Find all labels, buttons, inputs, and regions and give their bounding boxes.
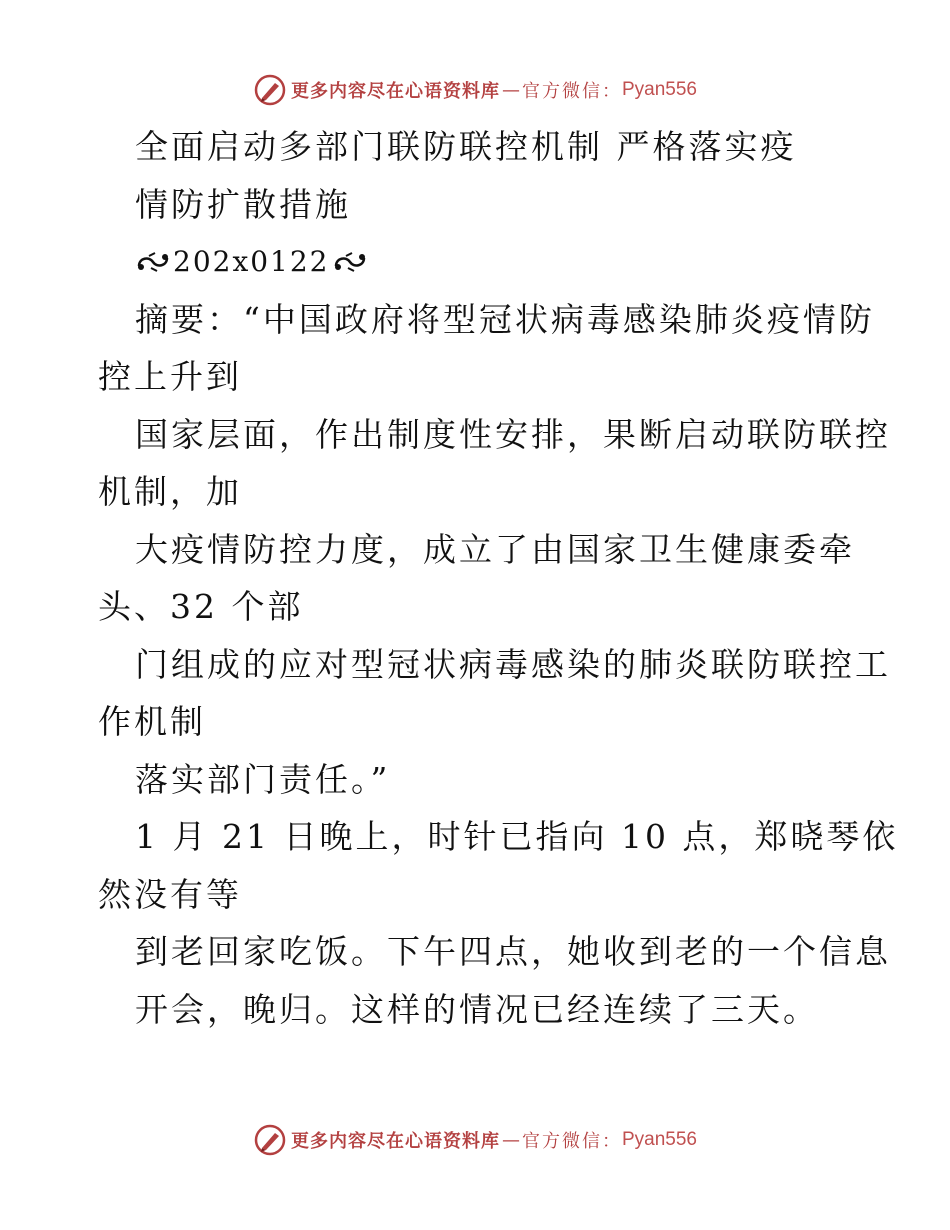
- watermark-separator: —: [501, 1129, 520, 1151]
- paragraph-line: 头、32 个部: [98, 587, 304, 626]
- paragraph-line: 国家层面，作出制度性安排，果断启动联防联控: [135, 414, 891, 454]
- watermark-contact-id: Pyan556: [621, 1129, 697, 1150]
- footer-watermark: [0, 1122, 950, 1158]
- paragraph-line: 摘要：“中国政府将型冠状病毒感染肺炎疫情防: [135, 299, 875, 339]
- document-date: [98, 233, 858, 291]
- paragraph-line: 到老回家吃饭。下午四点，她收到老的一个信息: [135, 932, 891, 971]
- paragraph-line: 门组成的应对型冠状病毒感染的肺炎联防联控工: [135, 644, 891, 684]
- paragraph-line: 作机制: [98, 702, 206, 741]
- paragraph-line: 大疫情防控力度，成立了由国家卫生健康委牵: [135, 529, 855, 569]
- pen-logo-icon: [253, 73, 287, 107]
- watermark-contact-label: 官方微信：: [521, 1131, 622, 1152]
- pen-logo-icon: [253, 1123, 287, 1157]
- header-watermark: [0, 72, 950, 108]
- watermark-contact-id: Pyan556: [621, 79, 697, 100]
- watermark-separator: —: [501, 79, 520, 101]
- paragraph-line: 落实部门责任。”: [135, 759, 391, 799]
- date-text: 202x0122: [173, 245, 330, 278]
- ornament-right-icon: [332, 250, 368, 274]
- paragraph-line: 开会，晚归。这样的情况已经连续了三天。: [135, 989, 819, 1029]
- paragraph-line: 机制，加: [98, 472, 242, 511]
- document-body: [98, 118, 899, 1038]
- paragraph-line: 然没有等: [98, 874, 242, 914]
- paragraph-line: 1 月 21 日晚上，时针已指向 10 点，郑晓琴依: [135, 817, 899, 856]
- paragraph-line: 控上升到: [98, 357, 242, 396]
- document-title-line: 情防扩散措施: [135, 184, 351, 224]
- watermark-text: 更多内容尽在心语资料库: [290, 1131, 500, 1152]
- ornament-left-icon: [135, 250, 171, 274]
- watermark-text: 更多内容尽在心语资料库: [290, 81, 500, 102]
- document-title-line: 全面启动多部门联防联控机制 严格落实疫: [135, 127, 797, 166]
- watermark-contact-label: 官方微信：: [521, 81, 622, 102]
